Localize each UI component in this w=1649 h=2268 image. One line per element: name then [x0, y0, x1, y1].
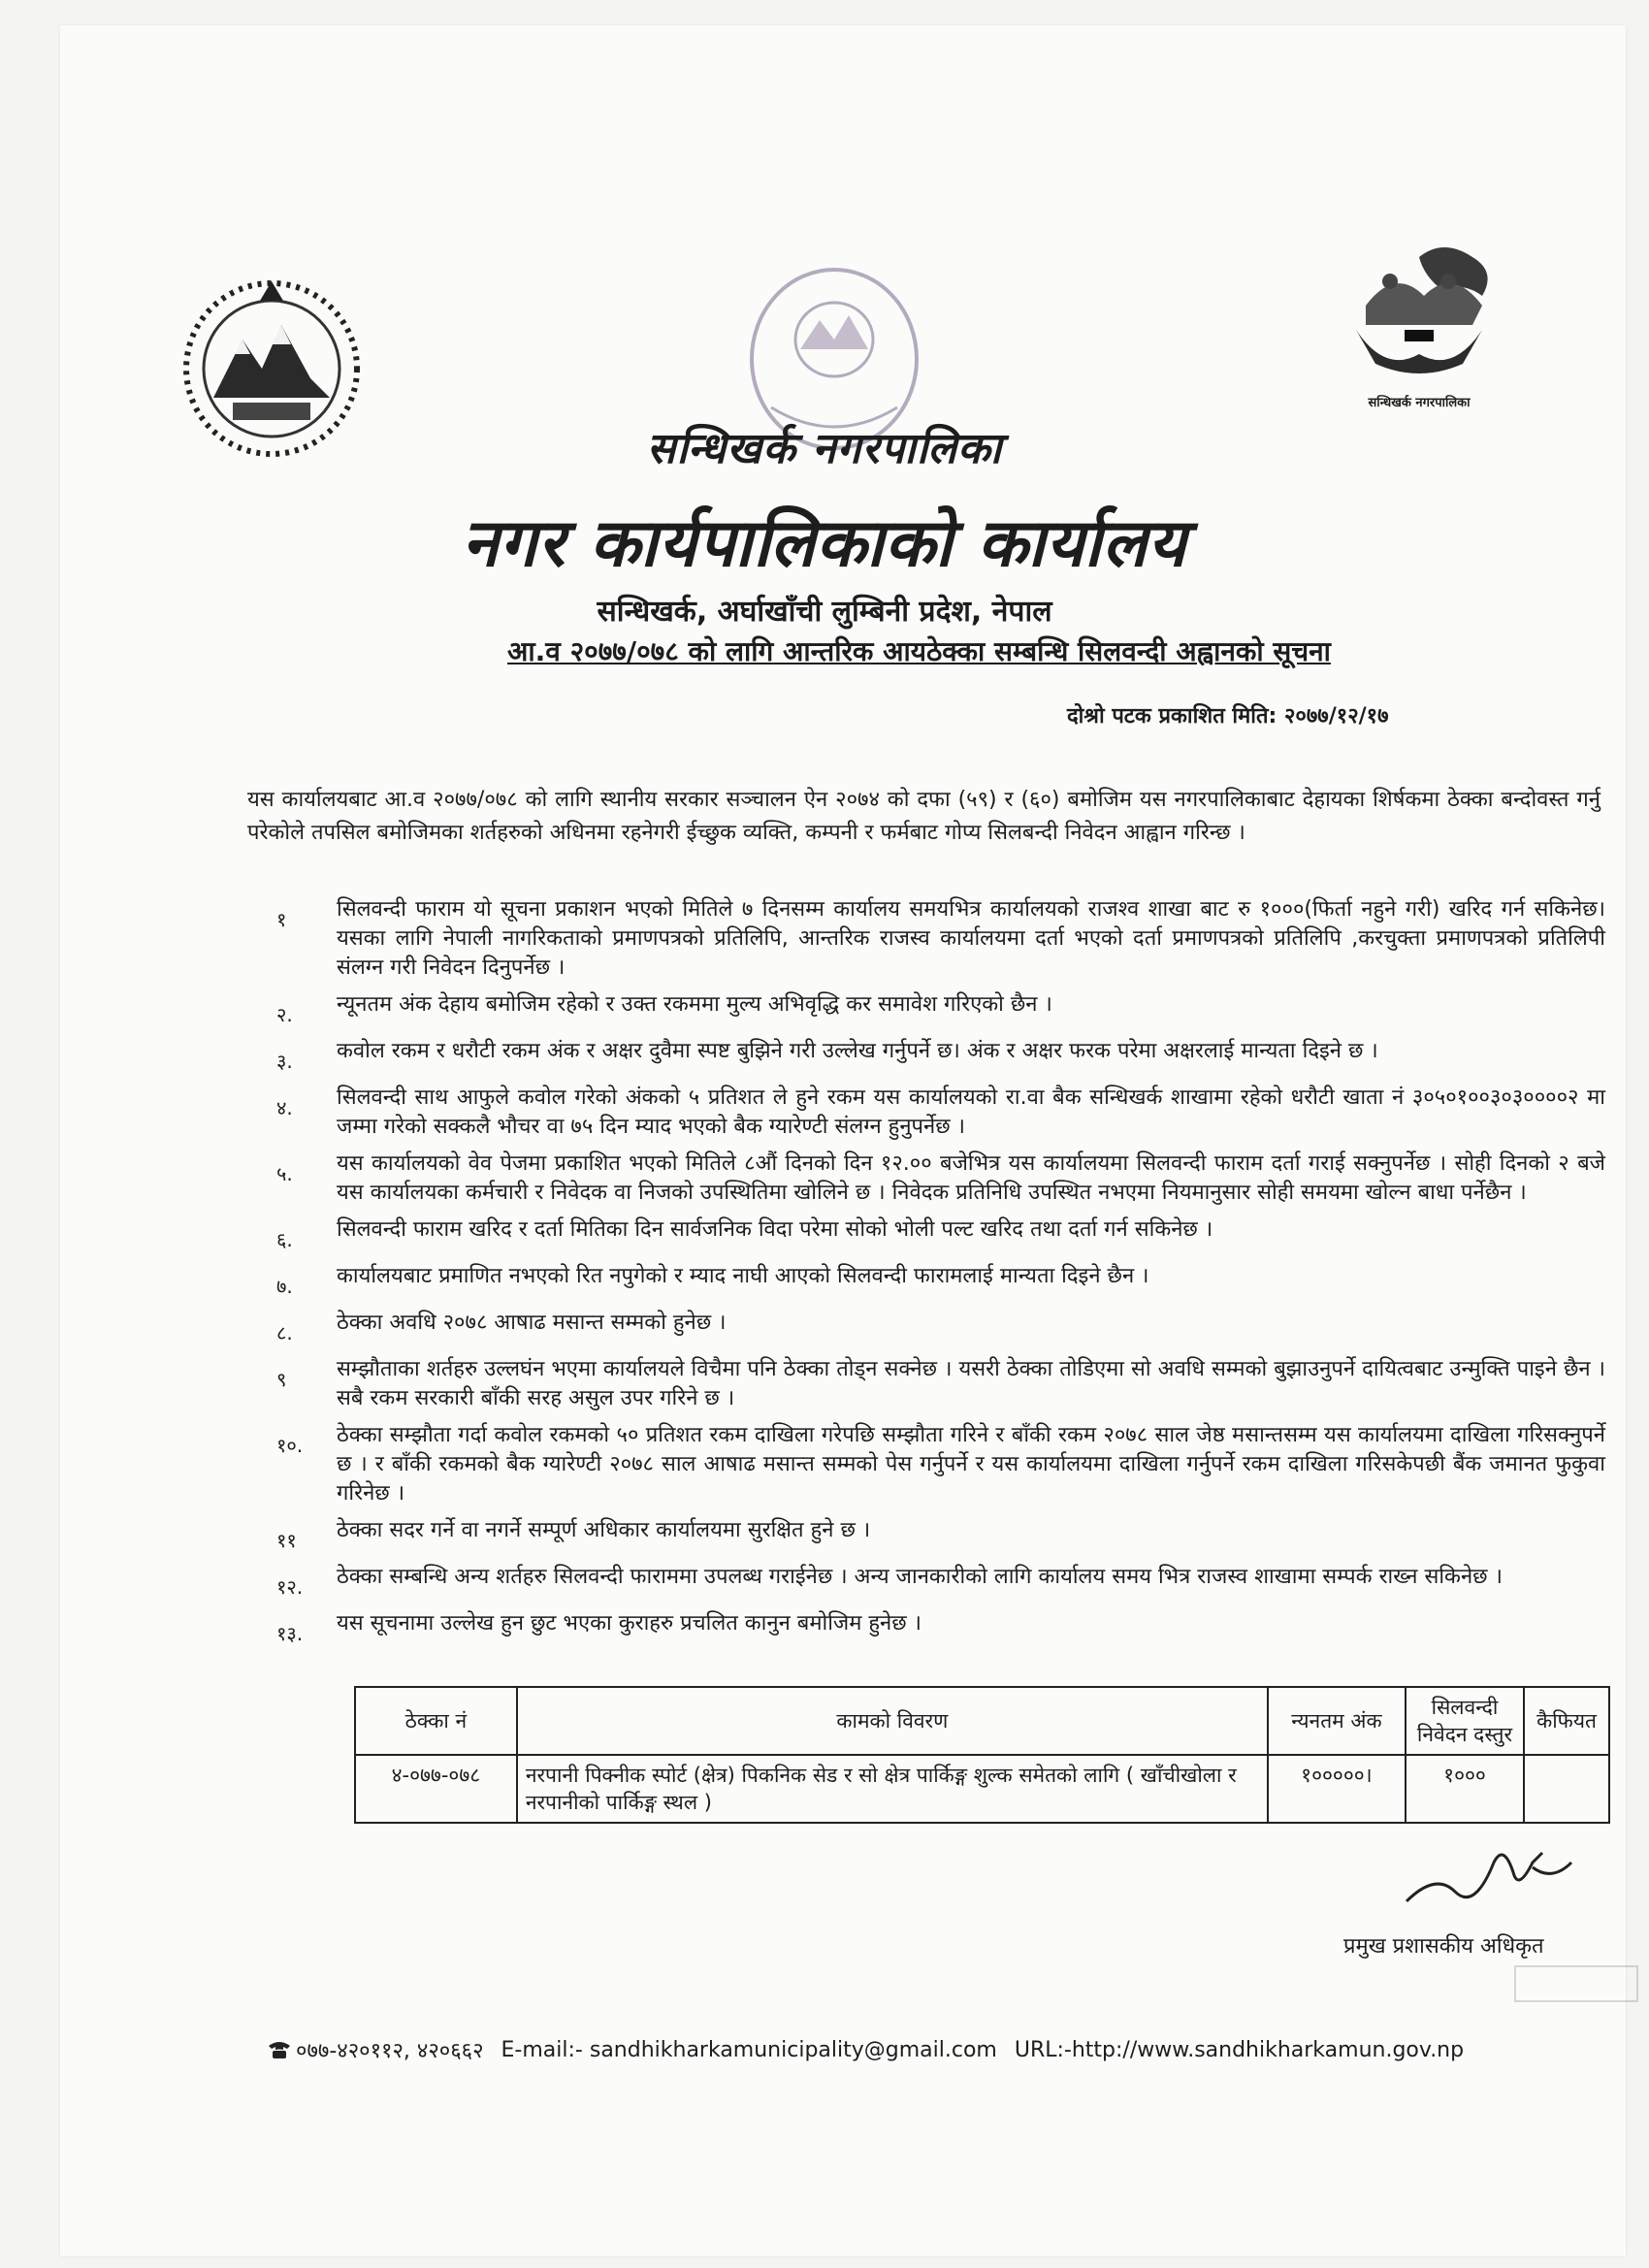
cell-number: ४-०७७-०७८	[355, 1755, 517, 1823]
footer-phone: ०७७-४२०११२, ४२०६६२	[296, 2039, 484, 2063]
municipality-logo-icon	[1327, 238, 1511, 383]
list-item-text: सिलवन्दी फाराम यो सूचना प्रकाशन भएको मितिले ७ दिनसम्म कार्यालय समयभित्र कार्यालयको राजश्व शाखा बाट रु १०००(फिर्ता नहुने गरी) खरिद गर्न सकिनेछ। यसका लागि नेपाली नागरिकताको प्रमाणपत्रको प्रतिलिपि, आन्तरिक राजस्व कार्यालयमा दर्ता भएको दर्ता प्रमाणपत्रको प्रतिलिपि ,करचुक्ता प्रमाणपत्रको प्रतिलिपी संलग्न गरी निवेदन दिनुपर्नेछ ।	[337, 897, 1605, 980]
list-item-text: ठेक्का सम्बन्धि अन्य शर्तहरु सिलवन्दी फाराममा उपलब्ध गराईनेछ । अन्य जानकारीको लागि कार्यालय समय भित्र राजस्व शाखामा सम्पर्क राख्न सकिनेछ ।	[337, 1565, 1503, 1589]
stamp-ghost-icon	[1513, 1964, 1639, 2003]
col-header-fee: सिलवन्दी निवेदन दस्तुर	[1406, 1687, 1524, 1755]
list-item-number: ११	[276, 1529, 297, 1552]
list-item-number: १३.	[276, 1622, 304, 1645]
list-item	[276, 1084, 1605, 1142]
list-item-text: सम्झौताका शर्तहरु उल्लघंन भएमा कार्यालयले विचैमा पनि ठेक्का तोड्न सक्नेछ । यसरी ठेक्का तोडिएमा सो अवधि सम्मको बुझाउनुपर्ने दायित्वबाट उन्मुक्ति पाइने छैन । सबै रकम सरकारी बाँकी सरह असुल उपर गरिने छ ।	[337, 1357, 1605, 1410]
tender-table	[354, 1686, 1610, 1824]
col-header-remarks: कैफियत	[1524, 1687, 1609, 1755]
list-item	[276, 1262, 1605, 1301]
intro-paragraph: यस कार्यालयबाट आ.व २०७७/०७८ को लागि स्थानीय सरकार सञ्चालन ऐन २०७४ को दफा (५९) र (६०) बमोजिम यस नगरपालिकाबाट देहायका शिर्षकमा ठेक्का बन्दोवस्त गर्नु परेकोले तपसिल बमोजिमका शर्तहरुको अधिनमा रहनेगरी ईच्छुक व्यक्ति, कम्पनी र फर्मबाट गोप्य सिलबन्दी निवेदन आह्वान गरिन्छ ।	[247, 788, 1600, 845]
list-item-number: ९	[276, 1368, 287, 1391]
municipality-logo	[1327, 238, 1511, 417]
list-item	[276, 895, 1605, 983]
list-item-text: कवोल रकम र धरौटी रकम अंक र अक्षर दुवैमा स्पष्ट बुझिने गरी उल्लेख गर्नुपर्ने छ। अंक र अक्षर फरक परेमा अक्षरलाई मान्यता दिइने छ ।	[337, 1039, 1378, 1063]
notice-subject: आ.व २०७७/०७८ को लागि आन्तरिक आयठेक्का सम्बन्धि सिलवन्दी अह्वानको सूचना	[507, 635, 1331, 667]
list-item	[276, 1215, 1605, 1254]
list-item	[276, 1421, 1605, 1508]
list-item-number: ६.	[276, 1228, 293, 1251]
list-item-number: १०.	[276, 1434, 304, 1457]
col-header-description: कामको विवरण	[517, 1687, 1268, 1755]
list-item	[276, 1516, 1605, 1555]
footer-email[interactable]: E-mail:- sandhikharkamunicipality@gmail.com	[501, 2037, 997, 2062]
list-item	[276, 1355, 1605, 1413]
list-item-number: ८.	[276, 1321, 293, 1345]
footer-url[interactable]: URL:-http://www.sandhikharkamun.gov.np	[1014, 2037, 1465, 2062]
list-item-number: १२.	[276, 1575, 304, 1599]
footer-contact	[267, 2035, 1464, 2064]
list-item-text: सिलवन्दी साथ आफुले कवोल गरेको अंकको ५ प्रतिशत ले हुने रकम यस कार्यालयको रा.वा बैक सन्धिखर्क शाखामा रहेको धरौटी खाता नं ३०५०१००३०३००००२ मा जम्मा गरेको सक्कलै भौचर वा ७५ दिन म्याद भएको बैक ग्यारेण्टी संलग्न हुनुपर्नेछ ।	[337, 1085, 1605, 1139]
phone-icon	[267, 2040, 292, 2059]
col-header-minimum: न्यनतम अंक	[1268, 1687, 1406, 1755]
list-item-number: ५.	[276, 1162, 293, 1185]
list-item-text: न्यूनतम अंक देहाय बमोजिम रहेको र उक्त रकममा मुल्य अभिवृद्धि कर समावेश गरिएको छैन ।	[337, 992, 1052, 1017]
list-item-text: कार्यालयबाट प्रमाणित नभएको रित नपुगेको र म्याद नाघी आएको सिलवन्दी फारामलाई मान्यता दिइने छैन ।	[337, 1264, 1149, 1288]
list-item-number: ७.	[276, 1275, 293, 1298]
list-item	[276, 1563, 1605, 1602]
list-item-text: ठेक्का सदर गर्ने वा नगर्ने सम्पूर्ण अधिकार कार्यालयमा सुरक्षित हुने छ ।	[337, 1518, 871, 1542]
signatory-title: प्रमुख प्रशासकीय अधिकृत	[1343, 1934, 1544, 1959]
cell-minimum: १०००००।	[1268, 1755, 1406, 1823]
list-item	[276, 1150, 1605, 1208]
table-row	[355, 1755, 1609, 1823]
list-item	[276, 990, 1605, 1029]
list-item-text: यस सूचनामा उल्लेख हुन छुट भएका कुराहरु प्रचलित कानुन बमोजिम हुनेछ ।	[337, 1611, 922, 1636]
municipality-name: सन्धिखर्क नगरपालिका	[646, 424, 1003, 473]
list-item-text: सिलवन्दी फाराम खरिद र दर्ता मितिका दिन सार्वजनिक विदा परेमा सोको भोली पल्ट खरिद तथा दर्ता गर्न सकिनेछ ।	[337, 1217, 1213, 1242]
list-item	[276, 1609, 1605, 1648]
list-item-number: ४.	[276, 1096, 293, 1119]
list-item-number: २.	[276, 1003, 293, 1026]
conditions-list	[276, 895, 1605, 1648]
cell-fee: १०००	[1406, 1755, 1524, 1823]
list-item-number: १	[276, 908, 287, 931]
list-item-number: ३.	[276, 1050, 293, 1073]
publication-date: दोश्रो पटक प्रकाशित मिति: २०७७/१२/१७	[1067, 704, 1389, 729]
list-item-text: ठेक्का अवधि २०७८ आषाढ मसान्त सम्मको हुनेछ ।	[337, 1311, 727, 1335]
list-item-text: ठेक्का सम्झौता गर्दा कवोल रकमको ५० प्रतिशत रकम दाखिला गरेपछि सम्झौता गरिने र बाँकी रकम २०७८ साल जेष्ठ मसान्तसम्म यस कार्यालयमा दाखिला गरिसक्नुपर्ने छ । र बाँकी रकमको बैक ग्यारेण्टी २०७८ साल आषाढ मसान्त सम्मको पेस गर्नुपर्ने र यस कार्यालयमा दाखिला गर्नुपर्ने रकम दाखिला गरिसकेपछी बैंक जमानत फुकुवा गरिनेछ ।	[337, 1423, 1605, 1506]
signature-icon	[1397, 1833, 1581, 1921]
list-item	[276, 1037, 1605, 1076]
logo-label: सन्धिखर्क नगरपालिका	[1368, 396, 1471, 410]
address: सन्धिखर्क, अर्घाखाँची लुम्बिनी प्रदेश, नेपाल	[597, 595, 1052, 629]
table-header-row	[355, 1687, 1609, 1755]
office-title: नगर कार्यपालिकाको कार्यालय	[462, 505, 1187, 582]
cell-remarks	[1524, 1755, 1609, 1823]
list-item	[276, 1309, 1605, 1347]
col-header-number: ठेक्का नं	[355, 1687, 517, 1755]
cell-description: नरपानी पिक्नीक स्पोर्ट (क्षेत्र) पिकनिक सेड र सो क्षेत्र पार्किङ्ग शुल्क समेतको लागि ( खाँचीखोला र नरपानीको पार्किङ्ग स्थल )	[517, 1755, 1268, 1823]
list-item-text: यस कार्यालयको वेव पेजमा प्रकाशित भएको मितिले ८औं दिनको दिन १२.०० बजेभित्र यस कार्यालयमा सिलवन्दी फाराम दर्ता गराई सक्नुपर्नेछ । सोही दिनको २ बजे यस कार्यालयका कर्मचारी र निवेदक वा निजको उपस्थितिमा खोलिने छ । निवेदक प्रतिनिधि उपस्थित नभएमा नियमानुसार सोही समयमा खोल्न बाधा पर्नेछैन ।	[337, 1151, 1605, 1205]
